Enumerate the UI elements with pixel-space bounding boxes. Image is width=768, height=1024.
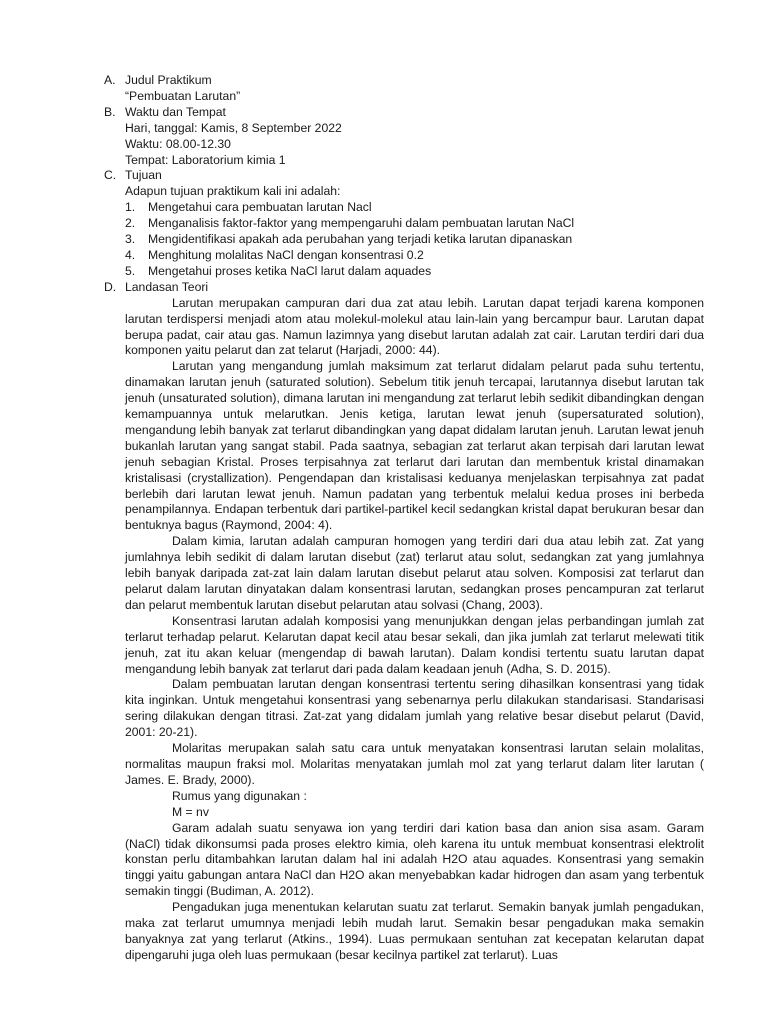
- theory-paragraph: Molaritas merupakan salah satu cara untuk menyatakan konsentrasi larutan selain molalitas, normalitas maupun fraksi mol. Molaritas menyatakan jumlah mol zat yang terlarut dalam liter larutan ( James. E. Brady, 2000).: [125, 741, 704, 787]
- list-number: 1.: [125, 200, 136, 215]
- theory-paragraph: Dalam kimia, larutan adalah campuran homogen yang terdiri dari dua atau lebih zat. Zat yang jumlahnya lebih sedikit di dalam larutan disebut (zat) terlarut atau solut, sedangkan zat yang jumlahnya lebih banyak daripada zat-zat lain dalam larutan disebut pelarut atau solven. Komposisi zat terlarut dan pelarut dalam larutan dinyatakan dalam konsentrasi larutan, sedangkan proses pencampuran zat terlarut dan pelarut membentuk larutan disebut pelarutan atau solvasi (Chang, 2003).: [125, 534, 704, 612]
- section-a-heading: [104, 73, 704, 89]
- objectives-list: [104, 200, 704, 280]
- theory-paragraph: Pengadukan juga menentukan kelarutan suatu zat terlarut. Semakin banyak jumlah pengadukan, maka zat terlarut umumnya menjadi lebih mudah larut. Semakin besar pengadukan maka semakin banyaknya zat yang terlarut (Atkins., 1994). Luas permukaan sentuhan zat kecepatan kelarutan dapat dipengaruhi juga oleh luas permukaan (besar kecilnya partikel zat terlarut). Luas: [125, 900, 704, 962]
- theory-paragraph: Larutan merupakan campuran dari dua zat atau lebih. Larutan dapat terjadi karena komponen larutan terdispersi menjadi atom atau molekul-molekul atau lain-lain yang bercampur baur. Larutan dapat berupa padat, cair atau gas. Namun lazimnya yang disebut larutan adalah zat cair. Larutan terdiri dari dua komponen yaitu pelarut dan zat telarut (Harjadi, 2000: 44).: [125, 295, 704, 358]
- theory-paragraph: Dalam pembuatan larutan dengan konsentrasi tertentu sering dihasilkan konsentrasi yang tidak kita inginkan. Untuk mengetahui konsentrasi yang sebenarnya perlu dilakukan standarisasi. Standarisasi sering dilakukan dengan titrasi. Zat-zat yang didalam jumlah yang relative besar disebut pelarut (David, 2001: 20-21).: [125, 677, 704, 740]
- list-number: 2.: [125, 216, 136, 231]
- list-item: [125, 248, 704, 264]
- formula: M = nv: [172, 804, 209, 819]
- place-line: Tempat: Laboratorium kimia 1: [125, 152, 286, 167]
- time-line: Waktu: 08.00-12.30: [125, 136, 231, 151]
- section-b-heading: [104, 105, 704, 121]
- list-item: [125, 200, 704, 216]
- list-item: [125, 216, 704, 232]
- formula-label: Rumus yang digunakan :: [172, 788, 307, 803]
- list-text: Menganalisis faktor-faktor yang mempengaruhi dalam pembuatan larutan NaCl: [148, 216, 575, 231]
- document-body: [104, 73, 704, 964]
- list-number: 4.: [125, 247, 136, 262]
- list-number: 5.: [125, 263, 136, 278]
- date-line: Hari, tanggal: Kamis, 8 September 2022: [125, 120, 342, 135]
- list-item: [125, 232, 704, 248]
- practicum-title: “Pembuatan Larutan”: [125, 88, 241, 103]
- list-item: [125, 264, 704, 280]
- list-text: Mengidentifikasi apakah ada perubahan yang terjadi ketika larutan dipanaskan: [148, 232, 573, 247]
- list-text: Mengetahui cara pembuatan larutan Nacl: [148, 200, 372, 215]
- section-letter: D.: [104, 279, 117, 294]
- section-letter: C.: [104, 168, 117, 183]
- theory-paragraph: Konsentrasi larutan adalah komposisi yang menunjukkan dengan jelas perbandingan jumlah zat terlarut terhadap pelarut. Kelarutan dapat kecil atau besar sekali, dan jika jumlah zat terlarut melewati titik jenuh, zat itu akan keluar (mengendap di bawah larutan). Dalam kondisi tertentu suatu larutan dapat mengandung lebih banyak zat terlarut dari pada dalam keadaan jenuh (Adha, S. D. 2015).: [125, 613, 704, 676]
- section-d-heading: [104, 280, 704, 296]
- list-number: 3.: [125, 232, 136, 247]
- objectives-intro: Adapun tujuan praktikum kali ini adalah:: [125, 184, 341, 199]
- section-letter: B.: [104, 104, 116, 119]
- section-c-heading: [104, 168, 704, 184]
- section-heading: Tujuan: [125, 168, 162, 183]
- section-heading: Waktu dan Tempat: [125, 104, 226, 119]
- section-heading: Landasan Teori: [125, 279, 209, 294]
- section-letter: A.: [104, 73, 116, 87]
- list-text: Mengetahui proses ketika NaCl larut dalam aquades: [148, 263, 432, 278]
- theory-paragraph: Larutan yang mengandung jumlah maksimum zat terlarut didalam pelarut pada suhu tertentu, dinamakan larutan jenuh (saturated solution). Sebelum titik jenuh tercapai, larutannya disebut larutan tak jenuh (unsaturated solution), dimana larutan ini mengandung zat terlarut lebih sedikit dibandingkan dengan kemampuannya untuk melarutkan. Jenis ketiga, larutan lewat jenuh (supersaturated solution), mengandung lebih banyak zat terlarut dibandingkan yang dapat didalam larutan jenuh. Larutan lewat jenuh bukanlah larutan yang sangat stabil. Pada saatnya, sebagian zat terlarut akan terpisah dari larutan lewat jenuh sebagian Kristal. Proses terpisahnya zat terlarut dari larutan dan membentuk kristal dinamakan kristalisasi (crystallization). Pengendapan dan kristalisasi keduanya menjelaskan terpisahnya zat padat berlebih dari larutan lewat jenuh. Namun padatan yang terbentuk melalui kedua proses ini berbeda penampilannya. Endapan terbentuk dari partikel-partikel kecil sedangkan kristal dapat berukuran besar dan bentuknya bagus (Raymond, 2004: 4).: [125, 359, 704, 533]
- section-heading: Judul Praktikum: [125, 73, 212, 87]
- list-text: Menghitung molalitas NaCl dengan konsentrasi 0.2: [148, 247, 424, 262]
- theory-paragraph: Garam adalah suatu senyawa ion yang terdiri dari kation basa dan anion sisa asam. Garam (NaCl) tidak dikonsumsi pada proses elektro kimia, oleh karena itu untuk membuat konsentrasi elektrolit konstan perlu ditambahkan larutan dalam hal ini adalah H2O atau aquades. Konsentrasi yang semakin tinggi yaitu gabungan antara NaCl dan H2O akan menyebabkan kadar hidrogen dan asam yang terbentuk semakin tinggi (Budiman, A. 2012).: [125, 820, 704, 899]
